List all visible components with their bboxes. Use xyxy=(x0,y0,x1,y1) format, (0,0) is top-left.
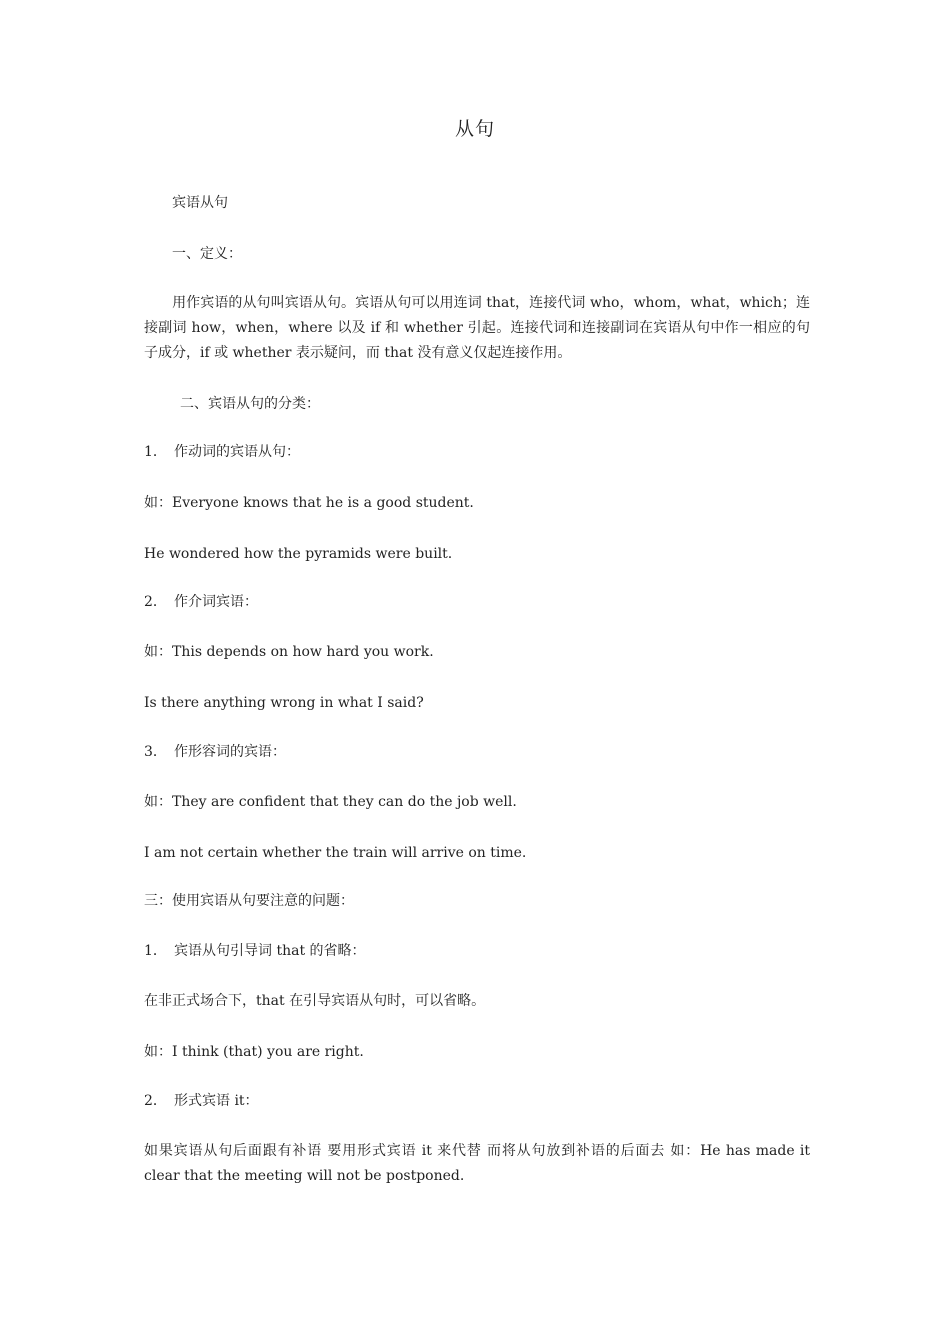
example-line: 如：This depends on how hard you work. xyxy=(144,644,434,660)
list-number: 2． xyxy=(144,594,167,610)
list-item xyxy=(144,1089,810,1113)
list-item xyxy=(144,939,810,963)
list-number: 3． xyxy=(144,744,167,760)
example-line: 如：Everyone knows that he is a good student. xyxy=(144,495,474,511)
definition-text: 用作宾语的从句叫宾语从句。宾语从句可以用连词 that，连接代词 who，whom，what，which；连接副词 how，when，where 以及 if 和 whether 引起。连接代词和连接副词在宾语从句中作一相应的句子成分，if 或 whether 表示疑问，而 that 没有意义仅起连接作用。 xyxy=(144,295,810,361)
list-item xyxy=(144,590,810,614)
list-item-label: 形式宾语 it： xyxy=(174,1093,259,1109)
list-item-label: 宾语从句引导词 that 的省略： xyxy=(174,943,366,959)
formal-object-paragraph: 如果宾语从句后面跟有补语 要用形式宾语 it 来代替 而将从句放到补语的后面去 如：He has made it clear that the meeting will not be postponed. xyxy=(144,1143,810,1184)
list-number: 1． xyxy=(144,444,167,460)
example-line: He wondered how the pyramids were built. xyxy=(144,546,453,562)
list-item xyxy=(144,740,810,764)
example-line: I am not certain whether the train will arrive on time. xyxy=(144,845,527,861)
notes-heading: 三：使用宾语从句要注意的问题： xyxy=(144,893,354,909)
list-item xyxy=(144,440,810,464)
list-number: 1． xyxy=(144,943,167,959)
definition-heading: 一、定义： xyxy=(172,246,242,262)
list-number: 2． xyxy=(144,1093,167,1109)
list-item-label: 作动词的宾语从句： xyxy=(174,444,300,460)
list-item-label: 作介词宾语： xyxy=(174,594,258,610)
definition-paragraph xyxy=(144,291,810,366)
page-title: 从句 xyxy=(454,118,495,140)
example-line: Is there anything wrong in what I said? xyxy=(144,695,424,711)
section-heading: 宾语从句 xyxy=(172,195,228,211)
classification-heading: 二、宾语从句的分类： xyxy=(180,396,320,412)
example-line: 如：They are confident that they can do the job well. xyxy=(144,794,517,810)
example-line: 如：I think (that) you are right. xyxy=(144,1044,364,1060)
body-line: 在非正式场合下，that 在引导宾语从句时，可以省略。 xyxy=(144,993,486,1009)
list-item-label: 作形容词的宾语： xyxy=(174,744,286,760)
